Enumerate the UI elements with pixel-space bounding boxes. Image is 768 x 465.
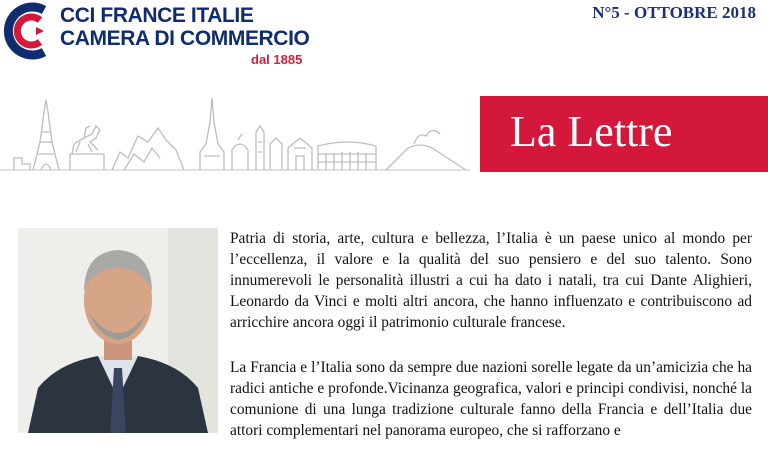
logo-since: dal 1885 [251,52,303,67]
article-body [230,228,752,465]
portrait-photo [18,228,218,433]
cci-logo [0,0,320,80]
banner-title: La Lettre [510,107,673,156]
article-paragraph: Patria di storia, arte, cultura e bellezza, l’Italia è un paese unico al mondo per l’eccellenza, il valore e la qualità del suo pensiero e del suo talento. Sono innumerevoli le personalità illustri a cui ha dato i natali, tra cui Dante Alighieri, Leonardo da Vinci e molti altri ancora, che hanno influenzato e contribuiscono ad arricchire ancora oggi il patrimonio culturale francese. [230,230,752,331]
cci-logo-mark-icon [0,0,62,62]
portrait-figure-icon [18,228,218,433]
la-lettre-banner [480,96,768,172]
skyline-illustration [0,92,470,182]
article-paragraph: La Francia e l’Italia sono da sempre due nazioni sorelle legate da un’amicizia che ha radici antiche e profonde.Vicinanza geografica, valori e principi condivisi, nonché la comunione di una lunga tradizione culturale fanno della Francia e dell’Italia due attori complementari nel panorama europeo, che si rafforzano e [230,359,752,439]
logo-line-1: CCI FRANCE ITALIE [60,4,254,27]
logo-line-2: CAMERA DI COMMERCIO [60,27,310,50]
issue-number: N°5 - OTTOBRE 2018 [592,3,756,22]
